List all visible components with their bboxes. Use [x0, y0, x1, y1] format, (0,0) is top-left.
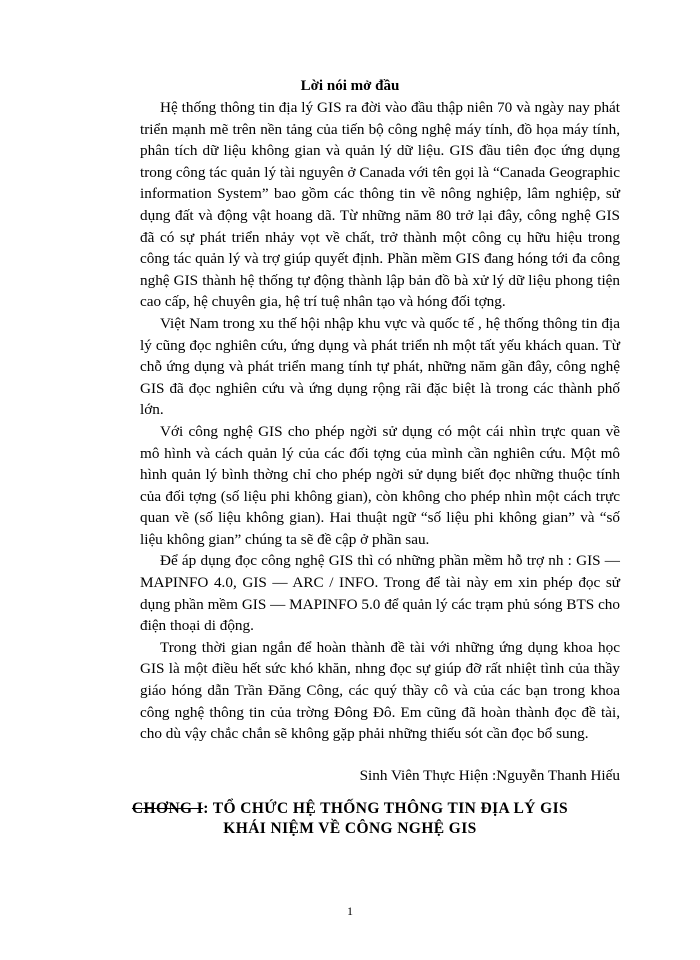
document-body [140, 97, 620, 745]
chapter-subtitle: KHÁI NIỆM VỀ CÔNG NGHỆ GIS [223, 820, 477, 837]
author-signature: Sinh Viên Thực Hiện :Nguyễn Thanh Hiếu [359, 767, 620, 784]
page-title: Lời nói mở đầu [300, 78, 400, 94]
chapter-prefix: CHƠNG I [131, 800, 204, 817]
paragraph-2: Việt Nam trong xu thế hội nhập khu vực và quốc tế , hệ thống thông tin địa lý cũng đọc nghiên cứu, ứng dụng và phát triển nh một tất yếu khách quan. Từ chỗ ứng dụng và phát triển mang tính tự phát, những năm gần đây, công nghệ GIS đã đọc nghiên cứu và ứng dụng rộng rãi đặc biệt là trong các thành phố lớn. [140, 314, 620, 419]
chapter-title: : TỔ CHỨC HỆ THỐNG THÔNG TIN ĐỊA LÝ GIS [203, 800, 569, 817]
page-number: 1 [347, 904, 353, 918]
paragraph-3: Với công nghệ GIS cho phép ngời sử dụng có một cái nhìn trực quan về mô hình và cách quản lý của các đối tợng của mình cần nghiên cứu. Một mô hình quản lý bình thờng chỉ cho phép ngời sử dụng biết đọc những thuộc tính của đối tợng (số liệu phi không gian), còn không cho phép nhìn một cách trực quan về (số liệu không gian). Hai thuật ngữ “số liệu phi không gian” và “số liệu không gian” chúng ta sẽ đề cập ở phần sau. [140, 422, 620, 548]
paragraph-5: Trong thời gian ngắn để hoàn thành đề tài với những ứng dụng khoa học GIS là một điều hết sức khó khăn, nhng đọc sự giúp đỡ rất nhiệt tình của thầy giáo hóng dẫn Trần Đăng Công, các quý thầy cô và của các bạn trong khoa công nghệ thông tin của trờng Đông Đô. Em cũng đã hoàn thành đọc đề tài, cho dù vậy chắc chắn sẽ không gặp phải những thiếu sót cần đọc bổ sung. [140, 638, 620, 743]
chapter-heading [0, 799, 700, 819]
paragraph-4: Để áp dụng đọc công nghệ GIS thì có những phần mềm hỗ trợ nh : GIS — MAPINFO 4.0, GIS — ARC / INFO. Trong để tài này em xin phép đọc sử dụng phần mềm GIS — MAPINFO 5.0 để quản lý các trạm phủ sóng BTS cho điện thoại di động. [140, 552, 620, 635]
paragraph-1: Hệ thống thông tin địa lý GIS ra đời vào đầu thập niên 70 và ngày nay phát triển mạnh mẽ trên nền tảng của tiến bộ công nghệ máy tính, đồ họa máy tính, phân tích dữ liệu không gian và quản lý dữ liệu. GIS đầu tiên đọc ứng dụng trong công tác quản lý tài nguyên ở Canada với tên gọi là “Canada Geographic information System” bao gồm các thông tin về nông nghiệp, lâm nghiệp, sử dụng đất và động vật hoang dã. Từ những năm 80 trở lại đây, công nghệ GIS đã có sự phát triển nhảy vọt về chất, trở thành một công cụ hữu hiệu trong công tác quản lý và trợ giúp quyết định. Phần mềm GIS đang hóng tới đa công nghệ GIS thành hệ thống tự động thành lập bản đồ bà xử lý dữ liệu phong tiện cao cấp, hệ chuyên gia, hệ trí tuệ nhân tạo và hóng đối tợng. [140, 99, 620, 311]
